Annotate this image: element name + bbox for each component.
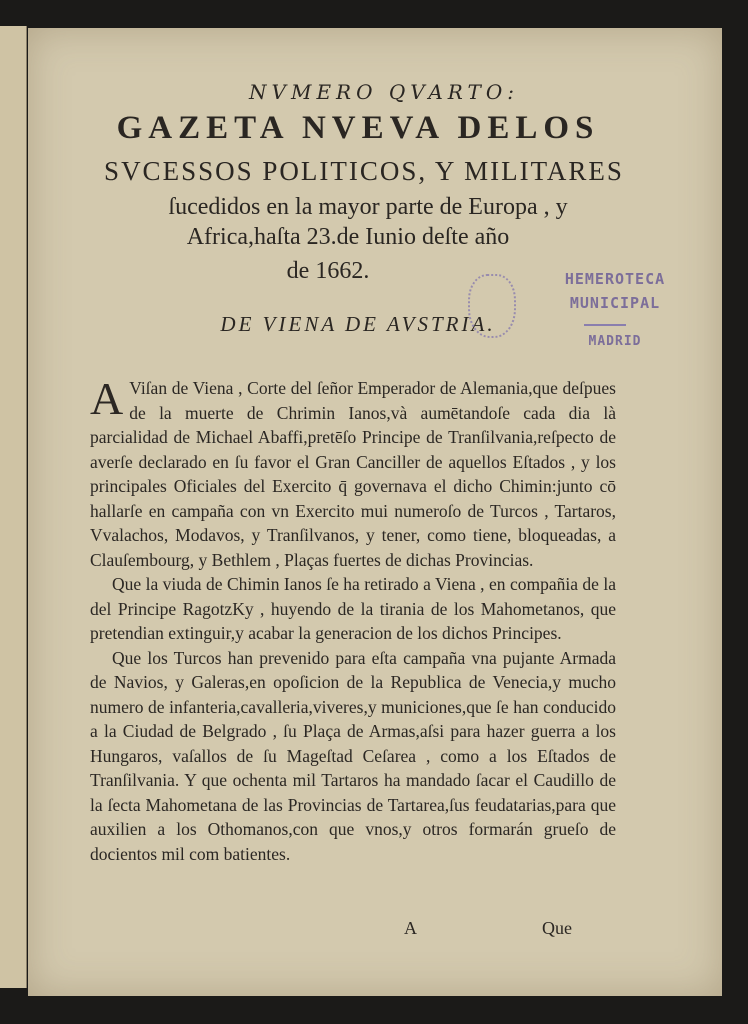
signature-mark: A bbox=[404, 918, 417, 938]
catchword: Que bbox=[542, 918, 572, 938]
title-line-3: ſucedidos en la mayor parte de Europa , y bbox=[168, 194, 568, 220]
stamp-line-2: MUNICIPAL bbox=[569, 294, 661, 312]
title-line-1: GAZETA NVEVA DELOS bbox=[116, 110, 600, 146]
stamp-line-3: MADRID bbox=[588, 334, 642, 349]
issue-number: NVMERO QVARTO: bbox=[249, 80, 519, 104]
stamp-line-1: HEMEROTECA bbox=[564, 270, 666, 288]
gazette-page bbox=[28, 28, 722, 996]
drop-cap: A bbox=[90, 373, 124, 424]
paragraph-2: Que la viuda de Chimin Ianos ſe ha retirado a Viena , en compañia de la del Principe RagotzKy , huyendo de la tirania de los Mahometanos, que pretendian extinguir,y acabar la generacion de los dichos Principes. bbox=[90, 574, 616, 643]
seal-icon bbox=[468, 274, 516, 338]
article-body bbox=[90, 373, 616, 866]
facing-page-edge bbox=[0, 26, 27, 988]
library-stamp bbox=[448, 250, 678, 360]
paragraph-1: Viſan de Viena , Corte del ſeñor Emperador de Alemania,que deſpues de la muerte de Chrimin Ianos,và aumētandoſe cada dia là parcialidad de Michael Abaffi,pretēſo Principe de Tranſilvania,reſpecto de averſe declarado en ſu favor el Gran Canciller de aquellos Eſtados , y los principales Oficiales del Exercito q̄ governava el dicho Chimin:junto cō hallarſe en campaña con vn Exercito mui numeroſo de Turcos , Tartaros, Vvalachos, Modavos, y Tranſilvanos, y tener, como tiene, bloqueadas, a Clauſembourg, y Bethlem , Plaças fuertes de dichas Provincias. bbox=[90, 378, 616, 570]
title-line-4: Africa,haſta 23.de Iunio deſte año bbox=[186, 224, 510, 250]
title-line-2: SVCESSOS POLITICOS, Y MILITARES bbox=[104, 156, 624, 186]
title-line-5: de 1662. bbox=[286, 258, 370, 284]
section-heading: DE VIENA DE AVSTRIA. bbox=[220, 312, 496, 336]
paragraph-3: Que los Turcos han prevenido para eſta campaña vna pujante Armada de Navios, y Galeras,en opoſicion de la Republica de Venecia,y mucho numero de infanteria,cavalleria,viveres,y municiones,que ſe han conducido a la Ciudad de Belgrado , ſu Plaça de Armas,aſsi para hazer guerra a los Hungaros, vaſallos de ſu Mageſtad Ceſarea , como a los Eſtados de Tranſilvania. Y que ochenta mil Tartaros ha mandado ſacar el Caudillo de la ſecta Mahometana de las Provincias de Tartarea,ſus feudatarias,para que auxilien a los Othomanos,con que vnos,y otros formarán grueſo de docientos mil com batientes. bbox=[90, 647, 616, 864]
stamp-rule bbox=[584, 324, 626, 326]
